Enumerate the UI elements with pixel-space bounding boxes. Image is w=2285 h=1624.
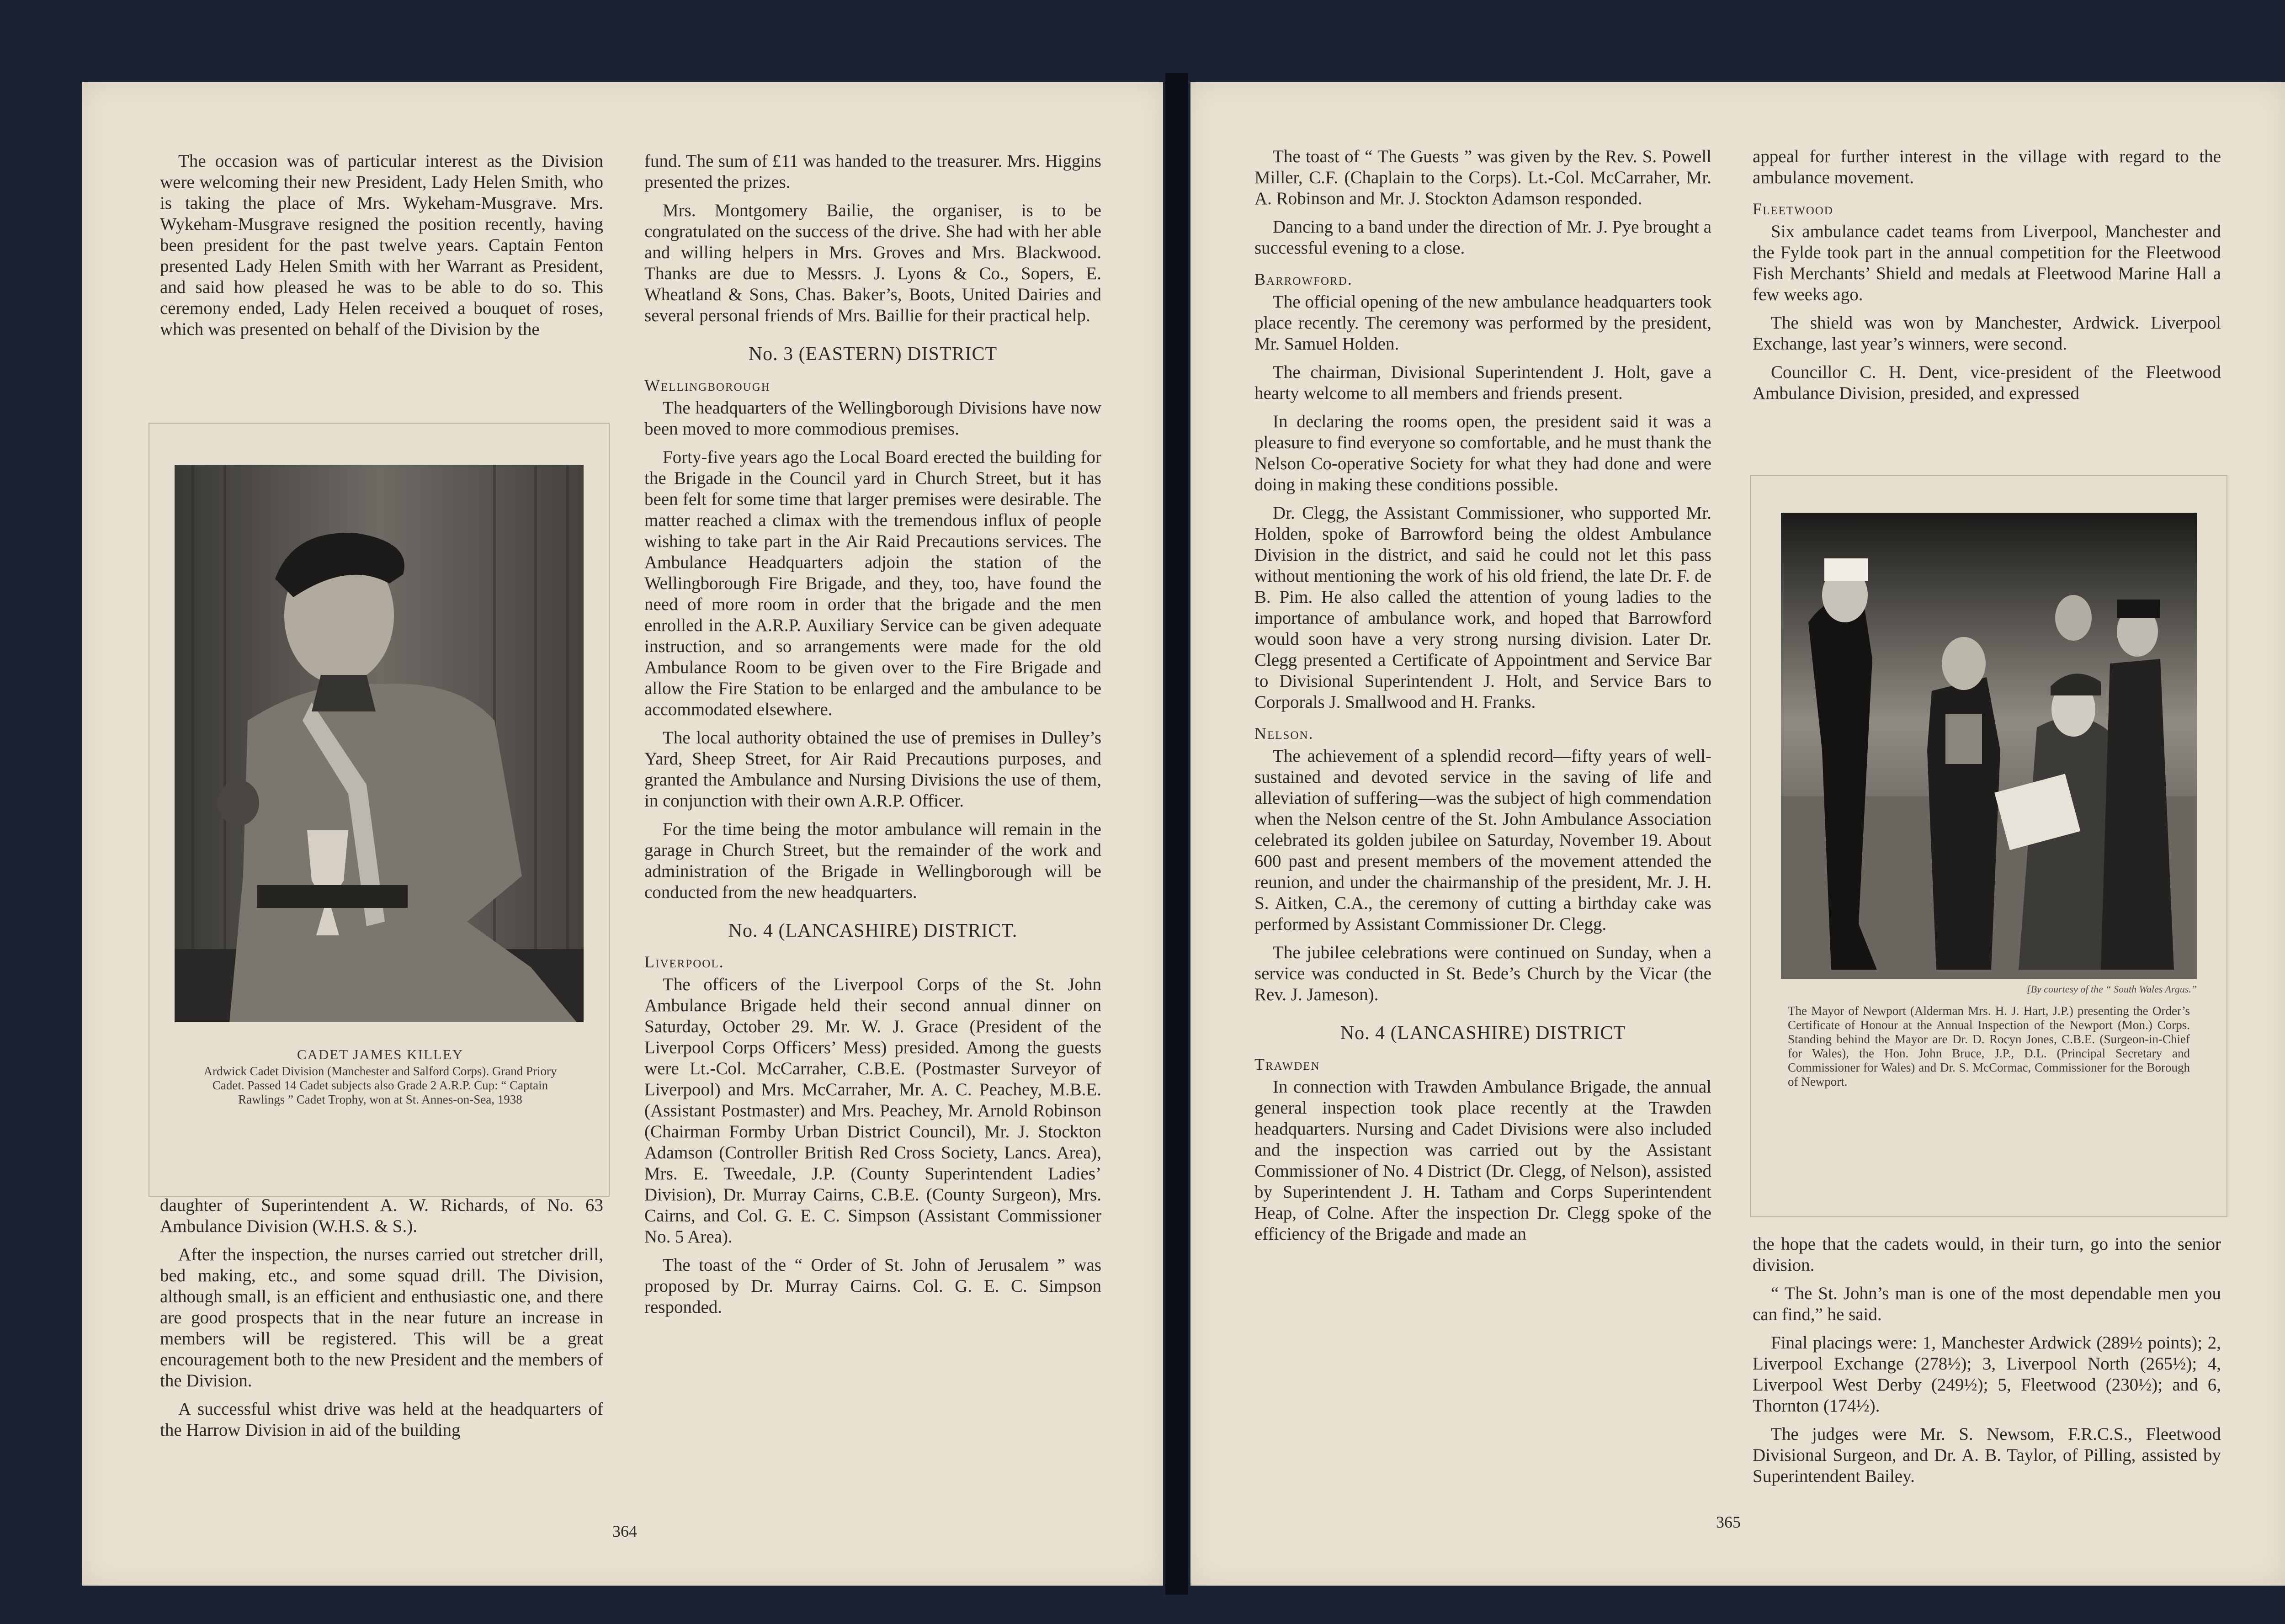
paragraph: Six ambulance cadet teams from Liverpool, Manchester and the Fylde took part in the annual competition for the Fleetwood Fish Merchants’ Shield and medals at Fleetwood Marine Hall a few weeks ago. [1753, 222, 2221, 304]
paragraph: The judges were Mr. S. Newsom, F.R.C.S., Fleetwood Divisional Surgeon, and Dr. A. B. Taylor, of Pilling, assisted by Superintendent Bailey. [1753, 1424, 2221, 1486]
paragraph: The local authority obtained the use of premises in Dulley’s Yard, Sheep Street, for Air Raid Precautions purposes, and granted the Ambulance and Nursing Divisions the use of them, in conjunction with their own A.R.P. Officer. [644, 728, 1101, 811]
page-number: 365 [1716, 1513, 1741, 1531]
paragraph: Dr. Clegg, the Assistant Commissioner, who supported Mr. Holden, spoke of Barrowford being the oldest Ambulance Division in the district, and said he could not let this pass without mentioning the work of his old friend, the late Dr. F. de B. Pim. He also called the attention of young ladies to the importance of ambulance work, and hoped that Barrowford would soon have a very strong nursing division. Later Dr. Clegg presented a Certificate of Appointment and Service Bar to Divisional Superintendent J. Holt, and Service Bars to Corporals J. Smallwood and H. Franks. [1254, 503, 1711, 712]
left-page [82, 82, 1163, 1586]
left-col1-top [160, 151, 603, 347]
mayor-caption [1788, 1004, 2190, 1089]
cadet-portrait-image [175, 465, 584, 1022]
left-col2 [644, 151, 1101, 1325]
section-heading-liverpool: Liverpool. [644, 953, 724, 971]
paragraph: The toast of the “ Order of St. John of Jerusalem ” was proposed by Dr. Murray Cairns. Col. G. E. C. Simpson responded. [644, 1255, 1101, 1317]
mayor-photo-figure [1750, 475, 2227, 1217]
cadet-caption [191, 1047, 570, 1107]
paragraph: After the inspection, the nurses carried out stretcher drill, bed making, etc., and some squad drill. The Division, although small, is an efficient and enthusiastic one, and there are good prospects that in the near future an increase in members will be registered. This will be a great encouragement both to the new President and the members of the Division. [160, 1245, 603, 1390]
paragraph: Councillor C. H. Dent, vice-president of the Fleetwood Ambulance Division, presided, and expressed [1753, 362, 2221, 403]
right-col1 [1254, 146, 1711, 1252]
paragraph: Dancing to a band under the direction of Mr. J. Pye brought a successful evening to a close. [1254, 217, 1711, 258]
paragraph: In connection with Trawden Ambulance Brigade, the annual general inspection took place recently at the Trawden headquarters. Nursing and Cadet Divisions were also included and the inspection was carried out by the Assistant Commissioner of No. 4 District (Dr. Clegg, of Nelson), assisted by Superintendent J. H. Tatham and Corps Superintendent Heap, of Colne. After the inspection Dr. Clegg spoke of the efficiency of the Brigade and made an [1254, 1077, 1711, 1244]
paragraph: The headquarters of the Wellingborough Divisions have now been moved to more commodious premises. [644, 398, 1101, 439]
paragraph: The shield was won by Manchester, Ardwick. Liverpool Exchange, last year’s winners, were second. [1753, 313, 2221, 354]
paragraph: The officers of the Liverpool Corps of the St. John Ambulance Brigade held their second annual dinner on Saturday, October 29. Mr. W. J. Grace (President of the Liverpool Corps Officers’ Mess) presided. Among the guests were Lt.-Col. McCarraher, C.B.E. (Postmaster Surveyor of Liverpool) and Mrs. McCarraher, Mr. A. C. Peachey, M.B.E. (Assistant Postmaster) and Mrs. Peachey, Mr. Arnold Robinson (Chairman Formby Urban District Council), Mr. J. Stockton Adamson (Controller British Red Cross Society, Lancs. Area), Mrs. E. Tweedale, J.P. (County Superintendent Ladies’ Division), Dr. Murray Cairns, C.B.E. (County Surgeon), Mrs. Cairns, and Col. G. E. C. Simpson (Assistant Commissioner No. 5 Area). [644, 975, 1101, 1247]
caption-text: Ardwick Cadet Division (Manchester and Salford Corps). Grand Priory Cadet. Passed 14 Cadet subjects also Grade 2 A.R.P. Cup: “ Captain Rawlings ” Cadet Trophy, won at St. Annes-on-Sea, 1938 [203, 1064, 557, 1106]
mayor-photo [1781, 513, 2197, 979]
paragraph: appeal for further interest in the village with regard to the ambulance movement. [1753, 147, 2221, 187]
left-col1-bottom [160, 1195, 603, 1448]
right-page [1190, 82, 2285, 1586]
book-spine [1165, 73, 1188, 1595]
inspection-photo-image [1781, 513, 2197, 979]
section-heading-trawden: Trawden [1254, 1055, 1320, 1073]
paragraph: The jubilee celebrations were continued on Sunday, when a service was conducted in St. Bede’s Church by the Vicar (the Rev. J. Jameson). [1254, 943, 1711, 1004]
section-heading-fleetwood: Fleetwood [1753, 200, 1833, 218]
paragraph: Mrs. Montgomery Bailie, the organiser, is to be congratulated on the success of the drive. She had with her able and willing helpers in Mrs. Groves and Mrs. Blackwood. Thanks are due to Messrs. J. Lyons & Co., Sopers, E. Wheatland & Sons, Chas. Baker’s, Boots, United Dairies and several personal friends of Mrs. Baillie for their practical help. [644, 201, 1101, 325]
cadet-photo [175, 465, 584, 1022]
paragraph: A successful whist drive was held at the headquarters of the Harrow Division in aid of the building [160, 1399, 603, 1440]
caption-title: CADET JAMES KILLEY [297, 1046, 464, 1062]
right-col2-bottom [1753, 1234, 2221, 1494]
paragraph: the hope that the cadets would, in their turn, go into the senior division. [1753, 1234, 2221, 1275]
cadet-photo-figure [149, 423, 610, 1197]
paragraph: The toast of “ The Guests ” was given by the Rev. S. Powell Miller, C.F. (Chaplain to the Corps). Lt.-Col. McCarraher, Mr. A. Robinson and Mr. J. Stockton Adamson responded. [1254, 147, 1711, 208]
paragraph: The achievement of a splendid record—fifty years of well-sustained and devoted service in the saving of life and alleviation of suffering—was the subject of high commendation when the Nelson centre of the St. John Ambulance Association celebrated its golden jubilee on Saturday, November 19. About 600 past and present members of the movement attended the reunion, and under the chairmanship of the president, Mr. J. H. S. Aitken, C.A., the ceremony of cutting a birthday cake was performed by Assistant Commissioner Dr. Clegg. [1254, 746, 1711, 934]
page-number: 364 [612, 1522, 637, 1540]
paragraph: Final placings were: 1, Manchester Ardwick (289½ points); 2, Liverpool Exchange (278½); 3, Liverpool North (265½); 4, Liverpool West Derby (249½); 5, Fleetwood (230½); and 6, Thornton (174½). [1753, 1333, 2221, 1416]
paragraph: daughter of Superintendent A. W. Richards, of No. 63 Ambulance Division (W.H.S. & S.). [160, 1195, 603, 1236]
paragraph: The occasion was of particular interest as the Division were welcoming their new President, Lady Helen Smith, who is taking the place of Mrs. Wykeham-Musgrave. Mrs. Wykeham-Musgrave resigned the position recently, having been president for the past twelve years. Captain Fenton presented Lady Helen Smith with her Warrant as President, and said how pleased he was to be able to do so. This ceremony ended, Lady Helen received a bouquet of roses, which was presented on behalf of the Division by the [160, 151, 603, 339]
paragraph: The official opening of the new ambulance headquarters took place recently. The ceremony was performed by the president, Mr. Samuel Holden. [1254, 292, 1711, 354]
section-heading-nelson: Nelson. [1254, 724, 1314, 743]
paragraph: fund. The sum of £11 was handed to the treasurer. Mrs. Higgins presented the prizes. [644, 151, 1101, 192]
caption-text: The Mayor of Newport (Alderman Mrs. H. J. Hart, J.P.) presenting the Order’s Certificate of Honour at the Annual Inspection of the Newport (Mon.) Corps. Standing behind the Mayor are Dr. D. Rocyn Jones, C.B.E. (Surgeon-in-Chief for Wales), the Hon. John Bruce, J.P., D.L. (Principal Secretary and Commissioner for Wales) and Dr. S. McCormac, Commissioner for the Borough of Newport. [1788, 1004, 2190, 1088]
photo-credit: [By courtesy of the “ South Wales Argus.” [2027, 983, 2197, 995]
right-col2-top [1753, 146, 2221, 411]
paragraph: Forty-five years ago the Local Board erected the building for the Brigade in the Council yard in Church Street, but it has been felt for some time that larger premises were desirable. The matter reached a climax with the tremendous influx of people wishing to take part in the Air Raid Precautions services. The Ambulance Headquarters adjoin the station of the Wellingborough Fire Brigade, and they, too, have found the need of more room in order that the brigade and the men enrolled in the A.R.P. Auxiliary Service can be given adequate instruction, and so arrangements were made for the old Ambulance Room to be given over to the Fire Brigade and allow the Fire Station to be enlarged and the ambulance to be accommodated elsewhere. [644, 447, 1101, 719]
paragraph: In declaring the rooms open, the president said it was a pleasure to find everyone so comfortable, and he must thank the Nelson Co-operative Society for what they had done and were doing in making these conditions possible. [1254, 412, 1711, 494]
section-heading-barrowford: Barrowford. [1254, 270, 1353, 288]
district-heading: No. 4 (LANCASHIRE) DISTRICT [1340, 1023, 1626, 1044]
section-heading-wellingborough: Wellingborough [644, 376, 771, 394]
district-heading: No. 4 (LANCASHIRE) DISTRICT. [728, 920, 1018, 941]
district-heading: No. 3 (EASTERN) DISTRICT [748, 344, 998, 365]
paragraph: For the time being the motor ambulance will remain in the garage in Church Street, but the remainder of the work and administration of the Brigade in Wellingborough will be conducted from the new headquarters. [644, 819, 1101, 902]
paragraph: “ The St. John’s man is one of the most dependable men you can find,” he said. [1753, 1284, 2221, 1324]
paragraph: The chairman, Divisional Superintendent J. Holt, gave a hearty welcome to all members and friends present. [1254, 362, 1711, 403]
